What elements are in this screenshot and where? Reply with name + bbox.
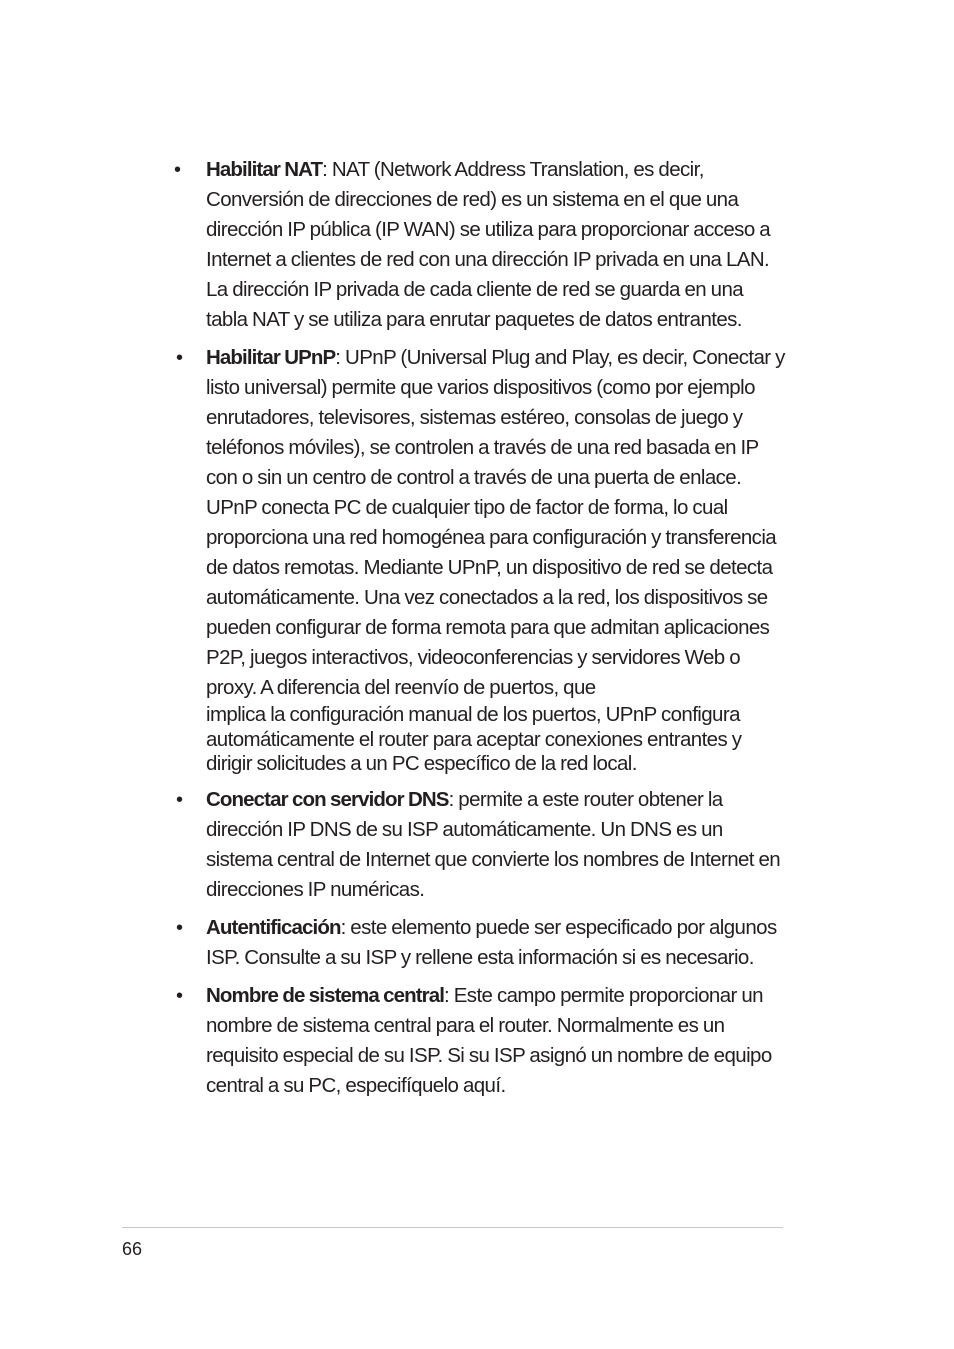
item-term: Conectar con servidor DNS: [206, 787, 449, 811]
bullet-icon: •: [176, 347, 183, 369]
item-description-continued: implica la configuración manual de los puertos, UPnP configura automáticamente el router para aceptar conexiones entrantes y dirigir solicitudes a un PC específico de la red local.: [206, 703, 742, 775]
item-term: Autentificación: [206, 915, 341, 939]
bullet-icon: •: [176, 916, 183, 939]
item-term: Habilitar UPnP: [206, 346, 336, 369]
item-description: : Este campo permite proporcionar un nombre de sistema central para el router. Normalmente es un requisito especial de su ISP. Si su ISP asignó un nombre de equipo central a su PC, especifíquelo aquí.: [206, 983, 772, 1097]
settings-bullet-list: [174, 155, 786, 1109]
bullet-icon: •: [176, 984, 183, 1007]
item-description: : NAT (Network Address Translation, es decir, Conversión de direcciones de red) es un sistema en el que una dirección IP pública (IP WAN) se utiliza para proporcionar acceso a Internet a clientes de red con una dirección IP privada en una LAN. La dirección IP privada de cada cliente de red se guarda en una tabla NAT y se utiliza para enrutar paquetes de datos entrantes.: [206, 158, 771, 331]
list-item-habilitar-nat: [174, 155, 786, 335]
item-term: Nombre de sistema central: [206, 983, 445, 1007]
item-description: : este elemento puede ser especificado por algunos ISP. Consulte a su ISP y rellene esta información si es necesario.: [206, 915, 777, 969]
item-description: : UPnP (Universal Plug and Play, es decir, Conectar y listo universal) permite que varios dispositivos (como por ejemplo enrutadores, televisores, sistemas estéreo, consolas de juego y teléfonos móviles), se controlen a través de una red basada en IP con o sin un centro de control a través de una puerta de enlace. UPnP conecta PC de cualquier tipo de factor de forma, lo cual proporciona una red homogénea para configuración y transferencia de datos remotas. Mediante UPnP, un dispositivo de red se detecta automáticamente. Una vez conectados a la red, los dispositivos se pueden configurar de forma remota para que admitan aplicaciones P2P, juegos interactivos, videoconferencias y servidores Web o proxy. A diferencia del reenvío de puertos, que: [206, 346, 785, 699]
item-term: Habilitar NAT: [206, 158, 323, 181]
item-description: : permite a este router obtener la dirección IP DNS de su ISP automáticamente. Un DNS es un sistema central de Internet que convierte los nombres de Internet en direcciones IP numéricas.: [206, 787, 781, 901]
list-item-nombre-sistema-central: [174, 981, 786, 1101]
bullet-icon: •: [176, 788, 183, 811]
list-item-habilitar-upnp: [174, 343, 786, 777]
footer-divider: [122, 1227, 783, 1228]
list-item-autentificacion: [174, 913, 786, 973]
page-number: 66: [122, 1239, 143, 1259]
bullet-icon: •: [174, 159, 181, 181]
list-item-conectar-dns: [174, 785, 786, 905]
